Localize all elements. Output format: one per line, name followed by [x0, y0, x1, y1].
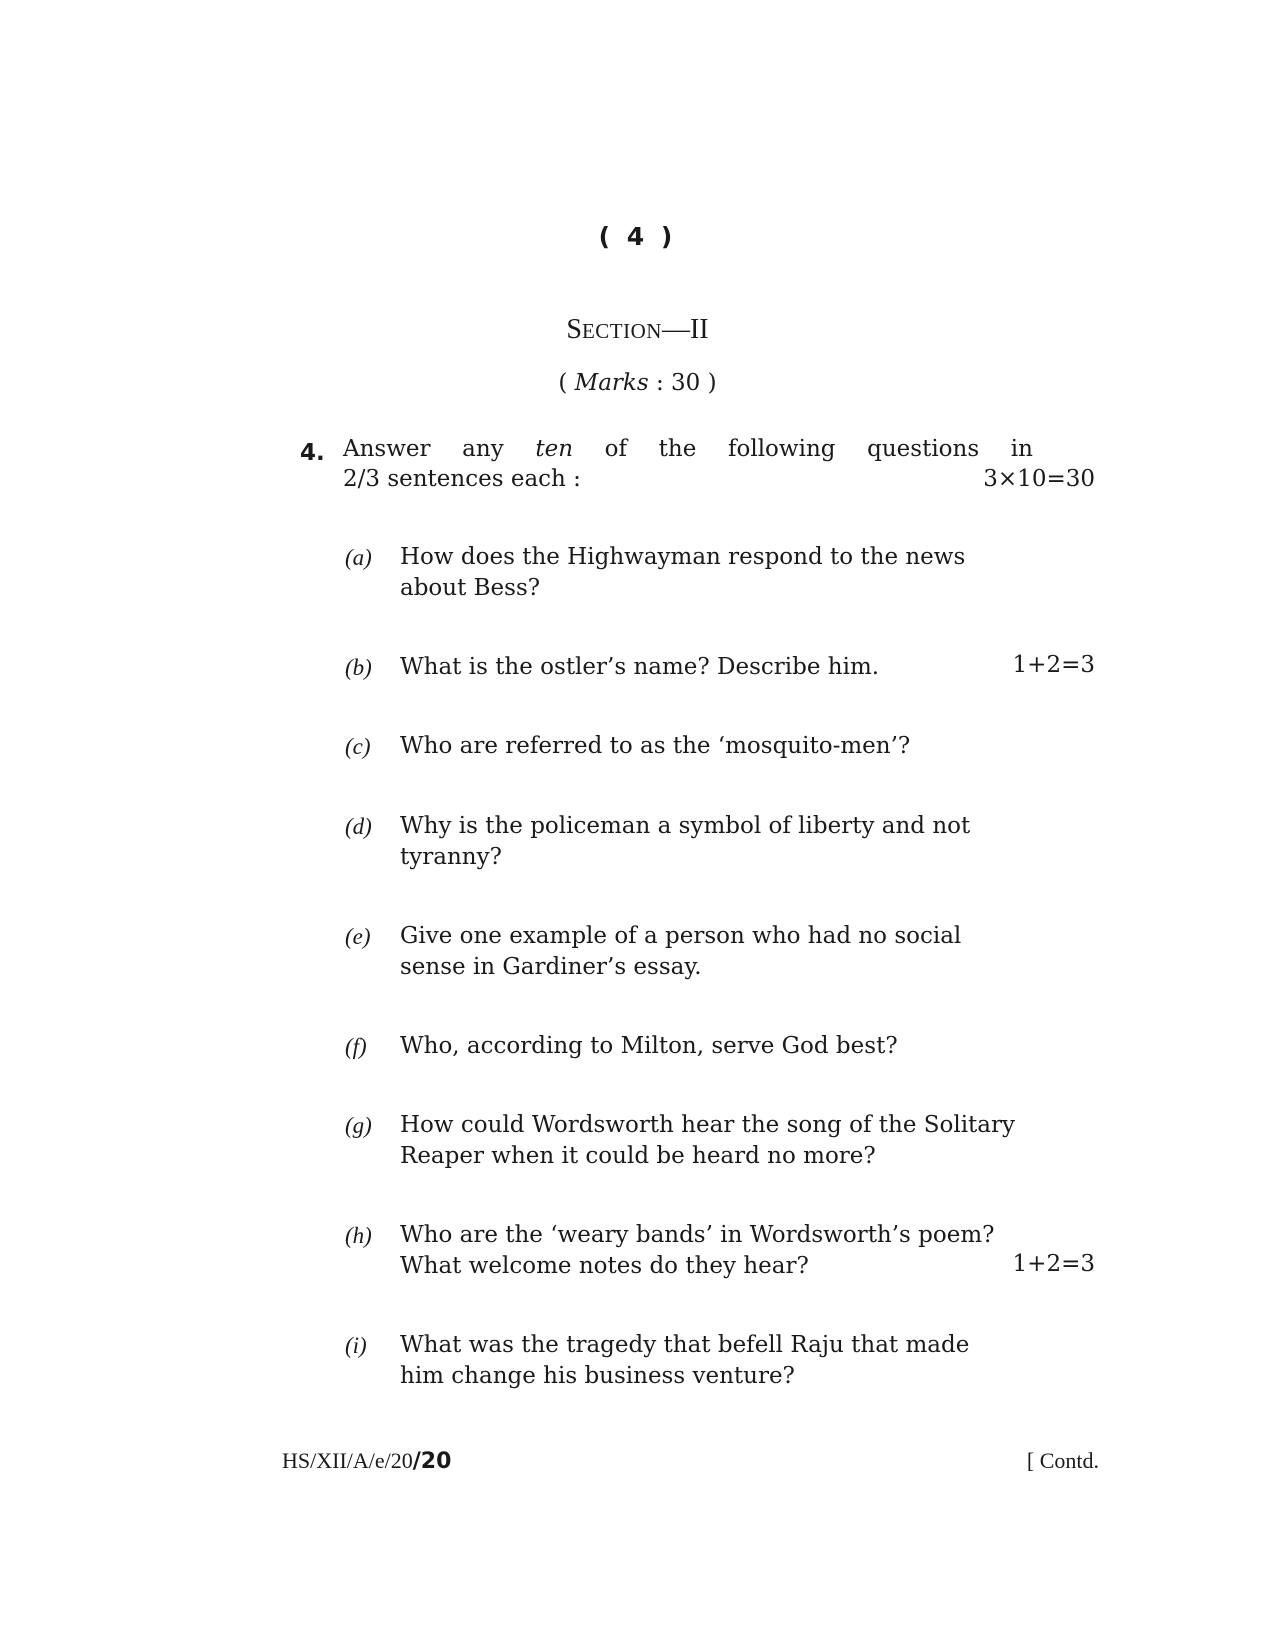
item-g-text: How could Wordsworth hear the song of the Solitary Reaper when it could be heard no more?	[400, 1112, 1016, 1169]
item-label: (d)	[345, 814, 372, 839]
section-heading: SECTION—II	[566, 314, 709, 345]
item-label: (c)	[345, 734, 371, 759]
item-label: (f)	[345, 1034, 367, 1059]
item-e-text: Give one example of a person who had no social sense in Gardiner’s essay.	[400, 923, 962, 980]
item-label: (a)	[345, 545, 372, 570]
item-label: (i)	[345, 1333, 367, 1358]
item-h-marks: 1+2=3	[1012, 1251, 1095, 1277]
section-marks: ( Marks : 30 )	[558, 370, 717, 396]
item-b-text: What is the ostler’s name? Describe him.	[400, 654, 880, 680]
paper-code: HS/XII/A/e/20/20	[282, 1448, 452, 1474]
question-marks: 3×10=30	[983, 466, 1095, 492]
page-number: ( 4 )	[598, 222, 677, 251]
item-a-text: How does the Highwayman respond to the news about Bess?	[400, 544, 966, 601]
item-label: (g)	[345, 1113, 372, 1138]
item-d-text: Why is the policeman a symbol of liberty and not tyranny?	[400, 813, 971, 870]
item-label: (h)	[345, 1223, 372, 1248]
question-instruction-line1: Answer any ten of the following questions in	[343, 436, 1033, 462]
marks-label: Marks	[574, 370, 649, 396]
item-i-text: What was the tragedy that befell Raju that made him change his business venture?	[400, 1332, 970, 1389]
item-c-text: Who are referred to as the ‘mosquito-men’?	[400, 733, 911, 759]
continued-note: [ Contd.	[1026, 1448, 1099, 1473]
item-f-text: Who, according to Milton, serve God best?	[400, 1033, 898, 1059]
item-label: (b)	[345, 655, 372, 680]
item-b-marks: 1+2=3	[1012, 652, 1095, 678]
item-label: (e)	[345, 924, 371, 949]
question-number: 4.	[300, 440, 325, 466]
item-h-text: Who are the ‘weary bands’ in Wordsworth’s poem? What welcome notes do they hear?	[400, 1222, 995, 1279]
question-instruction-line2: 2/3 sentences each :	[343, 466, 581, 492]
